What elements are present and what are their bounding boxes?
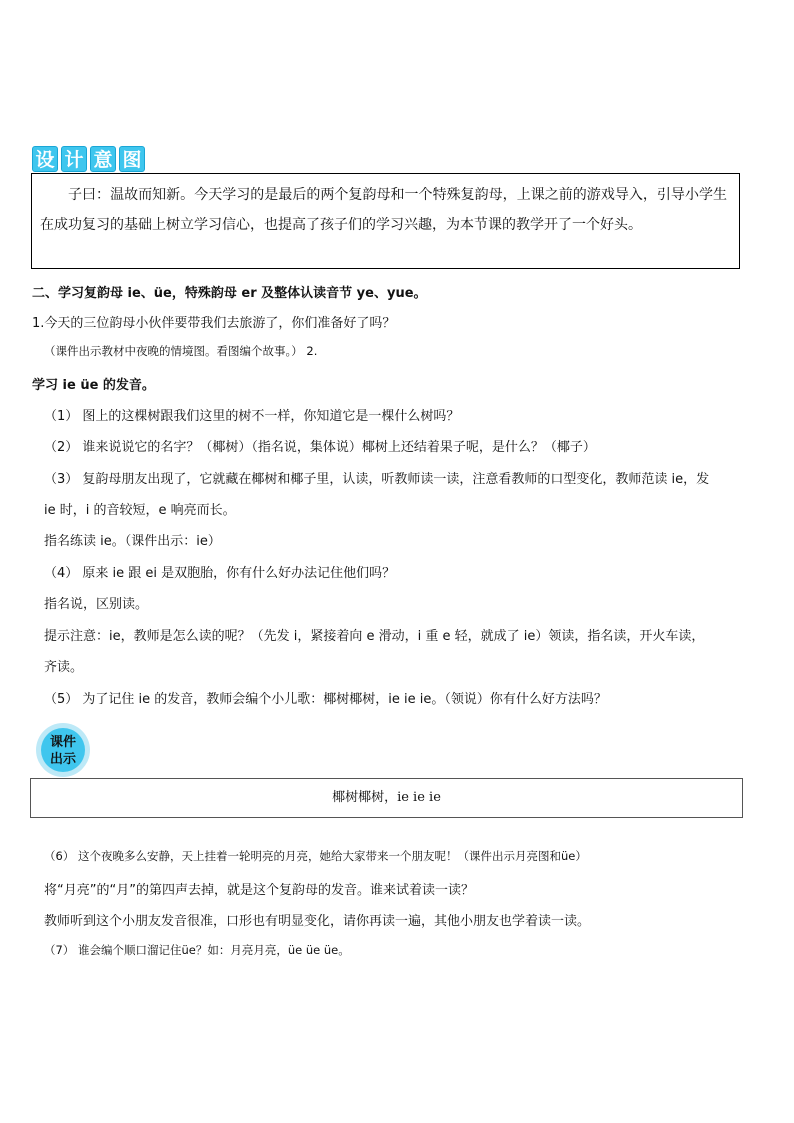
- courseware-badge-bottom: 出示: [49, 752, 77, 767]
- item-1: （1） 图上的这棵树跟我们这里的树不一样，你知道它是一棵什么树吗？: [44, 409, 460, 424]
- step-1: 1.今天的三位韵母小伙伴要带我们去旅游了，你们准备好了吗？: [32, 316, 396, 331]
- hint: 提示注意：ie，教师是怎么读的呢？（先发 i，紧接着向 e 滑动，i 重 e 轻，就成了 ie）领读，指名读，开火车读，: [44, 629, 705, 644]
- item-3-practice: 指名练读 ie。（课件出示：ie）: [44, 534, 221, 549]
- courseware-badge-icon: [35, 722, 91, 778]
- courseware-content: 椰树椰树，ie ie ie: [332, 790, 441, 805]
- item-5: （5） 为了记住 ie 的发音，教师会编个小儿歌：椰树椰树，ie ie ie。（领说）你有什么好方法吗？: [44, 692, 607, 707]
- item-6: （6） 这个夜晚多么安静，天上挂着一轮明亮的月亮，她给大家带来一个朋友呢！（课件出示月亮图和üe）: [44, 849, 587, 863]
- item-4-cont: 指名说，区别读。: [44, 597, 149, 612]
- hint-cont: 齐读。: [44, 660, 84, 675]
- badge-char: 计: [61, 146, 87, 172]
- courseware-badge-top: 课件: [49, 735, 77, 750]
- item-6-practice: 教师听到这个小朋友发音很准，口形也有明显变化，请你再读一遍，其他小朋友也学着读一读。: [44, 914, 591, 929]
- item-4: （4） 原来 ie 跟 ei 是双胞胎，你有什么好办法记住他们吗？: [44, 566, 396, 581]
- step-1-note: （课件出示教材中夜晚的情境图。看图编个故事。） 2.: [44, 344, 318, 358]
- section-title: 二、学习复韵母 ie、üe，特殊韵母 er 及整体认读音节 ye、yue。: [32, 286, 427, 301]
- item-7: （7） 谁会编个顺口溜记住üe？如：月亮月亮，üe üe üe。: [44, 943, 350, 957]
- item-6-cont: 将“月亮”的“月”的第四声去掉，就是这个复韵母的发音。谁来试着读一读？: [44, 883, 474, 898]
- step-2-title: 学习 ie üe 的发音。: [32, 378, 155, 393]
- badge-char: 图: [119, 146, 145, 172]
- item-3-cont: ie 时，i 的音较短，e 响亮而长。: [44, 503, 236, 518]
- courseware-box: [30, 778, 743, 818]
- design-intent-box: [31, 173, 740, 269]
- badge-char: 设: [32, 146, 58, 172]
- badge-char: 意: [90, 146, 116, 172]
- design-intent-text: 子曰：温故而知新。今天学习的是最后的两个复韵母和一个特殊复韵母，上课之前的游戏导入，引导小学生在成功复习的基础上树立学习信心，也提高了孩子们的学习兴趣，为本节课的教学开了一个好头。: [40, 187, 727, 233]
- item-3: （3） 复韵母朋友出现了，它就藏在椰树和椰子里，认读，听教师读一读，注意看教师的口型变化，教师范读 ie，发: [44, 472, 710, 487]
- design-intent-badge: [32, 146, 148, 172]
- item-2: （2） 谁来说说它的名字？（椰树）（指名说，集体说）椰树上还结着果子呢，是什么？（椰子）: [44, 440, 596, 455]
